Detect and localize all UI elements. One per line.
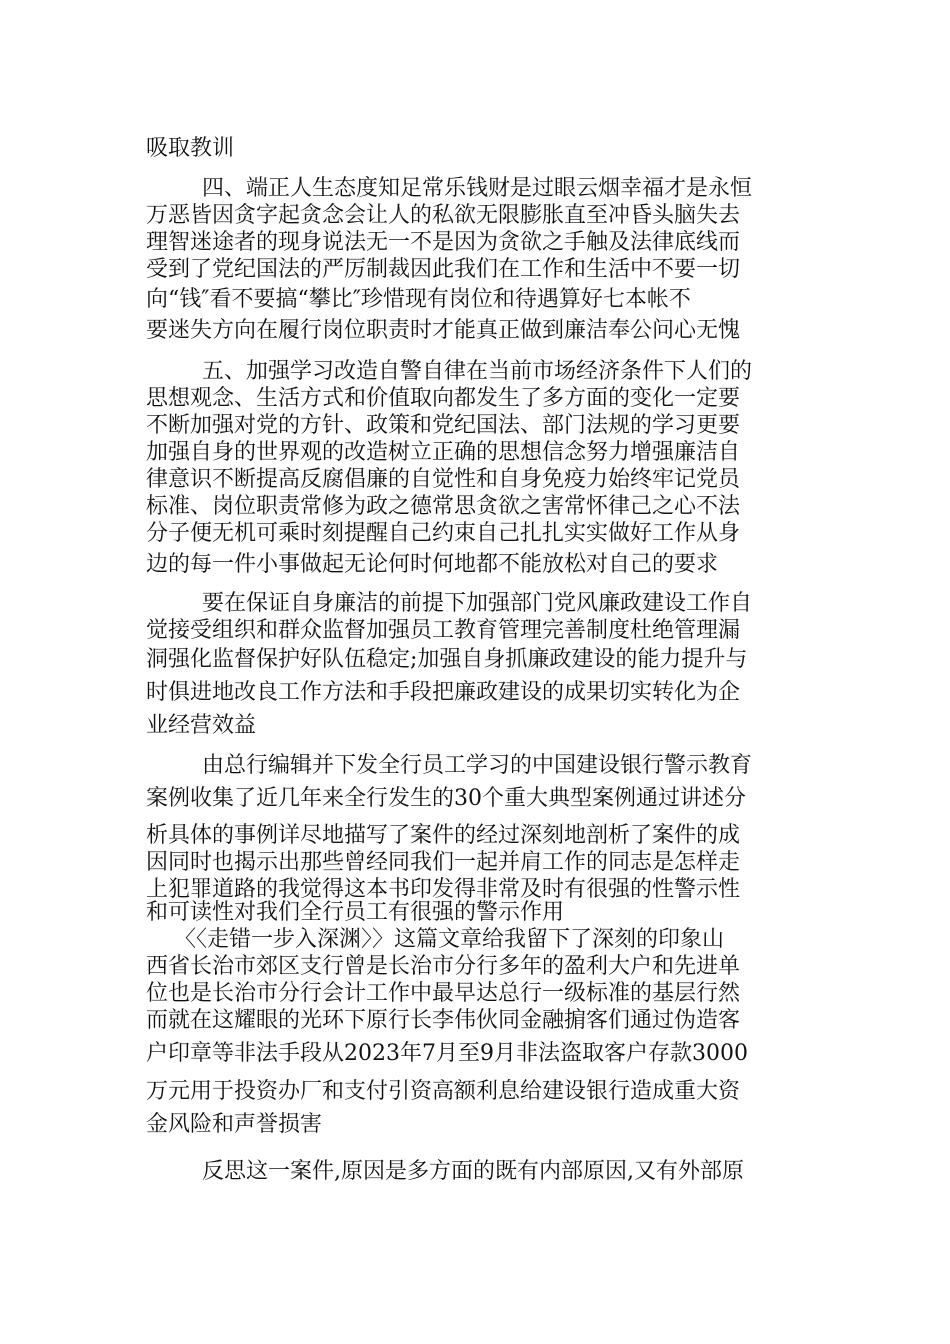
paragraph-5-line: 边的每一件小事做起无论何时何地都不能放松对自己的要求 bbox=[146, 552, 719, 577]
paragraph-7-line: 上犯罪道路的我觉得这本书印发得非常及时有很强的性警示性 bbox=[146, 877, 741, 902]
paragraph-5-line: 思想观念、生活方式和价值取向都发生了多方面的变化一定要 bbox=[146, 386, 741, 411]
paragraph-7-line: 由总行编辑并下发全行员工学习的中国建设银行警示教育 bbox=[202, 753, 753, 778]
paragraph-9-line: 反思这一案件,原因是多方面的既有内部原因,又有外部原 bbox=[202, 1159, 744, 1184]
paragraph-5-line: 五、加强学习改造自警自律在当前市场经济条件下人们的 bbox=[202, 359, 753, 384]
paragraph-8-line: 万元用于投资办厂和支付引资高额利息给建设银行造成重大资 bbox=[146, 1079, 741, 1104]
paragraph-6-line: 业经营效益 bbox=[146, 713, 257, 738]
paragraph-4-line: 四、端正人生态度知足常乐钱财是过眼云烟幸福才是永恒 bbox=[202, 176, 753, 201]
paragraph-8-line: 〈〈走错一步入深渊〉〉这篇文章给我留下了深刻的印象山 bbox=[174, 927, 725, 952]
paragraph-8-line: 位也是长治市分行会计工作中最早达总行一级标准的基层行然 bbox=[146, 981, 741, 1006]
paragraph-5-line: 加强自身的世界观的改造树立正确的思想信念努力增强廉洁自 bbox=[146, 440, 741, 465]
document-page bbox=[146, 0, 806, 1344]
paragraph-7-line: 析具体的事例详尽地描写了案件的经过深刻地剖析了案件的成 bbox=[146, 823, 741, 848]
text-line: 吸取教训 bbox=[146, 136, 235, 161]
paragraph-8-line: 金风险和声誉损害 bbox=[146, 1112, 323, 1137]
paragraph-5-line: 不断加强对党的方针、政策和党纪国法、部门法规的学习更要 bbox=[146, 413, 741, 438]
paragraph-6-line: 时俱进地改良工作方法和手段把廉政建设的成果切实转化为企 bbox=[146, 680, 741, 705]
paragraph-8-line: 西省长治市郊区支行曾是长治市分行多年的盈利大户和先进单 bbox=[146, 954, 741, 979]
paragraph-4-line: 要迷失方向在履行岗位职责时才能真正做到廉洁奉公问心无愧 bbox=[146, 318, 741, 343]
paragraph-4-line: 向“钱″看不要搞“攀比″珍惜现有岗位和待遇算好七本帐不 bbox=[146, 287, 691, 312]
paragraph-4-line: 理智迷途者的现身说法无一不是因为贪欲之手触及法律底线而 bbox=[146, 230, 741, 255]
paragraph-6-line: 洞强化监督保护好队伍稳定;加强自身抓廉政建设的能力提升与 bbox=[146, 647, 748, 672]
paragraph-8-line: 而就在这耀眼的光环下原行长李伟伙同金融掮客们通过伪造客 bbox=[146, 1008, 741, 1033]
paragraph-4-line: 受到了党纪国法的严厉制裁因此我们在工作和生活中不要一切 bbox=[146, 257, 741, 282]
paragraph-6-line: 觉接受组织和群众监督加强员工教育管理完善制度杜绝管理漏 bbox=[146, 618, 741, 643]
paragraph-8-line: 户印章等非法手段从2023年7月至9月非法盗取客户存款3000 bbox=[146, 1041, 748, 1066]
paragraph-7-line: 和可读性对我们全行员工有很强的警示作用 bbox=[146, 900, 565, 925]
paragraph-5-line: 标准、岗位职责常修为政之德常思贪欲之害常怀律己之心不法 bbox=[146, 494, 741, 519]
paragraph-7-line: 因同时也揭示出那些曾经同我们一起并肩工作的同志是怎样走 bbox=[146, 850, 741, 875]
paragraph-6-line: 要在保证自身廉洁的前提下加强部门党风廉政建设工作自 bbox=[202, 591, 753, 616]
paragraph-5-line: 分子便无机可乘时刻提醒自己约束自己扎扎实实做好工作从身 bbox=[146, 521, 741, 546]
paragraph-7-line: 案例收集了近几年来全行发生的30个重大典型案例通过讲述分 bbox=[146, 786, 746, 811]
paragraph-4-line: 万恶皆因贪字起贪念会让人的私欲无限膨胀直至冲昏头脑失去 bbox=[146, 203, 741, 228]
paragraph-5-line: 律意识不断提高反腐倡廉的自觉性和自身免疫力始终牢记党员 bbox=[146, 467, 741, 492]
